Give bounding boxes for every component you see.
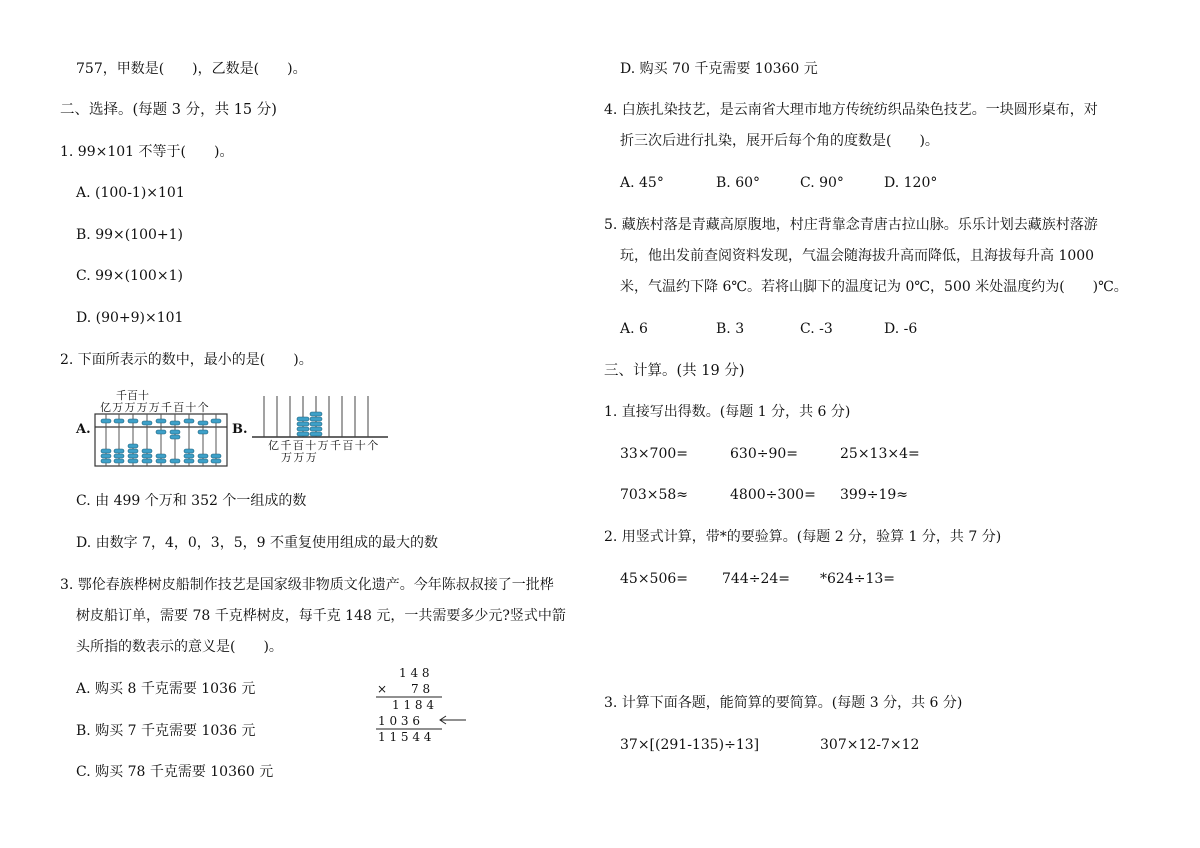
calc1-item-3: 25×13×4= (840, 446, 920, 462)
calc2-item-1: 45×506= (620, 571, 688, 587)
q3-option-a: A. 购买 8 千克需要 1036 元 (76, 681, 256, 697)
calc3-item-2: 307×12-7×12 (820, 737, 920, 753)
abacus-b-label: B. (232, 422, 248, 437)
q3-stem-line-3: 头所指的数表示的意义是( )。 (76, 639, 283, 655)
abacus-a-figure (94, 413, 228, 467)
calc1-item-4: 703×58≈ (620, 487, 688, 503)
calc1-item-1: 33×700= (620, 446, 688, 462)
q2-option-d: D. 由数字 7，4，0，3，5，9 不重复使用组成的最大的数 (76, 535, 438, 551)
calc1-item-5: 4800÷300= (730, 487, 816, 503)
q3-stem-line-2: 树皮船订单，需要 78 千克桦树皮，每千克 148 元，一共需要多少元?竖式中箭 (76, 608, 566, 624)
calc1-item-6: 399÷19≈ (840, 487, 908, 503)
q1-option-a: A. (100-1)×101 (76, 185, 185, 201)
vertical-row-product: 1 1 5 4 4 (378, 730, 432, 744)
q2-option-c: C. 由 499 个万和 352 个一组成的数 (76, 493, 307, 509)
q3-option-c: C. 购买 78 千克需要 10360 元 (76, 764, 274, 780)
q1-option-c: C. 99×(100×1) (76, 268, 183, 284)
q2-stem: 2. 下面所表示的数中，最小的是( )。 (60, 352, 313, 368)
q3-stem-line-1: 3. 鄂伦春族桦树皮船制作技艺是国家级非物质文化遗产。今年陈叔叔接了一批桦 (60, 577, 554, 593)
q5-stem-line-3: 米，气温约下降 6℃。若将山脚下的温度记为 0℃，500 米处温度约为( )℃。 (620, 279, 1128, 295)
abacus-a-top-row: 千百十 (116, 389, 149, 402)
abacus-a-bottom-row: 亿万万万万千百十个 (100, 401, 210, 414)
vertical-lines (372, 696, 472, 732)
q4-option-a: A. 45° (620, 175, 664, 191)
q1-stem: 1. 99×101 不等于( )。 (60, 144, 234, 160)
q5-stem-line-2: 玩，他出发前查阅资料发现，气温会随海拔升高而降低，且海拔每升高 1000 (620, 248, 1095, 264)
q5-option-c: C. -3 (800, 321, 833, 337)
abacus-b-places: 亿千百十万千百十个 (268, 439, 380, 452)
abacus-b-places-second: 万万万 (281, 451, 319, 464)
q3-option-d: D. 购买 70 千克需要 10360 元 (620, 61, 818, 77)
vertical-row-multiplicand: 1 4 8 (399, 666, 430, 680)
q4-option-d: D. 120° (884, 175, 938, 191)
calc3-title: 3. 计算下面各题，能简算的要简算。(每题 3 分，共 6 分) (604, 695, 963, 711)
calc1-title: 1. 直接写出得数。(每题 1 分，共 6 分) (604, 404, 851, 420)
q5-option-d: D. -6 (884, 321, 918, 337)
section-2-title: 二、选择。(每题 3 分，共 15 分) (60, 102, 277, 118)
calc3-item-1: 37×[(291-135)÷13] (620, 737, 760, 753)
vertical-row-multiplier: × 7 8 (377, 682, 431, 696)
q5-option-b: B. 3 (716, 321, 745, 337)
q5-option-a: A. 6 (620, 321, 648, 337)
calc2-item-2: 744÷24= (722, 571, 790, 587)
q4-option-b: B. 60° (716, 175, 761, 191)
abacus-b-figure (250, 394, 390, 440)
vertical-row-partial-2: 1 0 3 6 (378, 714, 420, 728)
q5-stem-line-1: 5. 藏族村落是青藏高原腹地，村庄背靠念青唐古拉山脉。乐乐计划去藏族村落游 (604, 217, 1098, 233)
abacus-a-label: A. (76, 422, 91, 437)
carry-over-line: 757，甲数是( )，乙数是( )。 (76, 61, 307, 77)
q3-option-b: B. 购买 7 千克需要 1036 元 (76, 723, 256, 739)
calc2-item-3: *624÷13= (820, 571, 895, 587)
calc2-title: 2. 用竖式计算，带*的要验算。(每题 2 分，验算 1 分，共 7 分) (604, 529, 1002, 545)
calc1-item-2: 630÷90= (730, 446, 798, 462)
q4-stem-line-2: 折三次后进行扎染，展开后每个角的度数是( )。 (620, 133, 939, 149)
vertical-row-partial-1: 1 1 8 4 (392, 698, 434, 712)
section-3-title: 三、计算。(共 19 分) (604, 363, 745, 379)
q1-option-d: D. (90+9)×101 (76, 310, 184, 326)
q4-option-c: C. 90° (800, 175, 844, 191)
q1-option-b: B. 99×(100+1) (76, 227, 184, 243)
q4-stem-line-1: 4. 白族扎染技艺，是云南省大理市地方传统纺织品染色技艺。一块圆形桌布，对 (604, 102, 1098, 118)
